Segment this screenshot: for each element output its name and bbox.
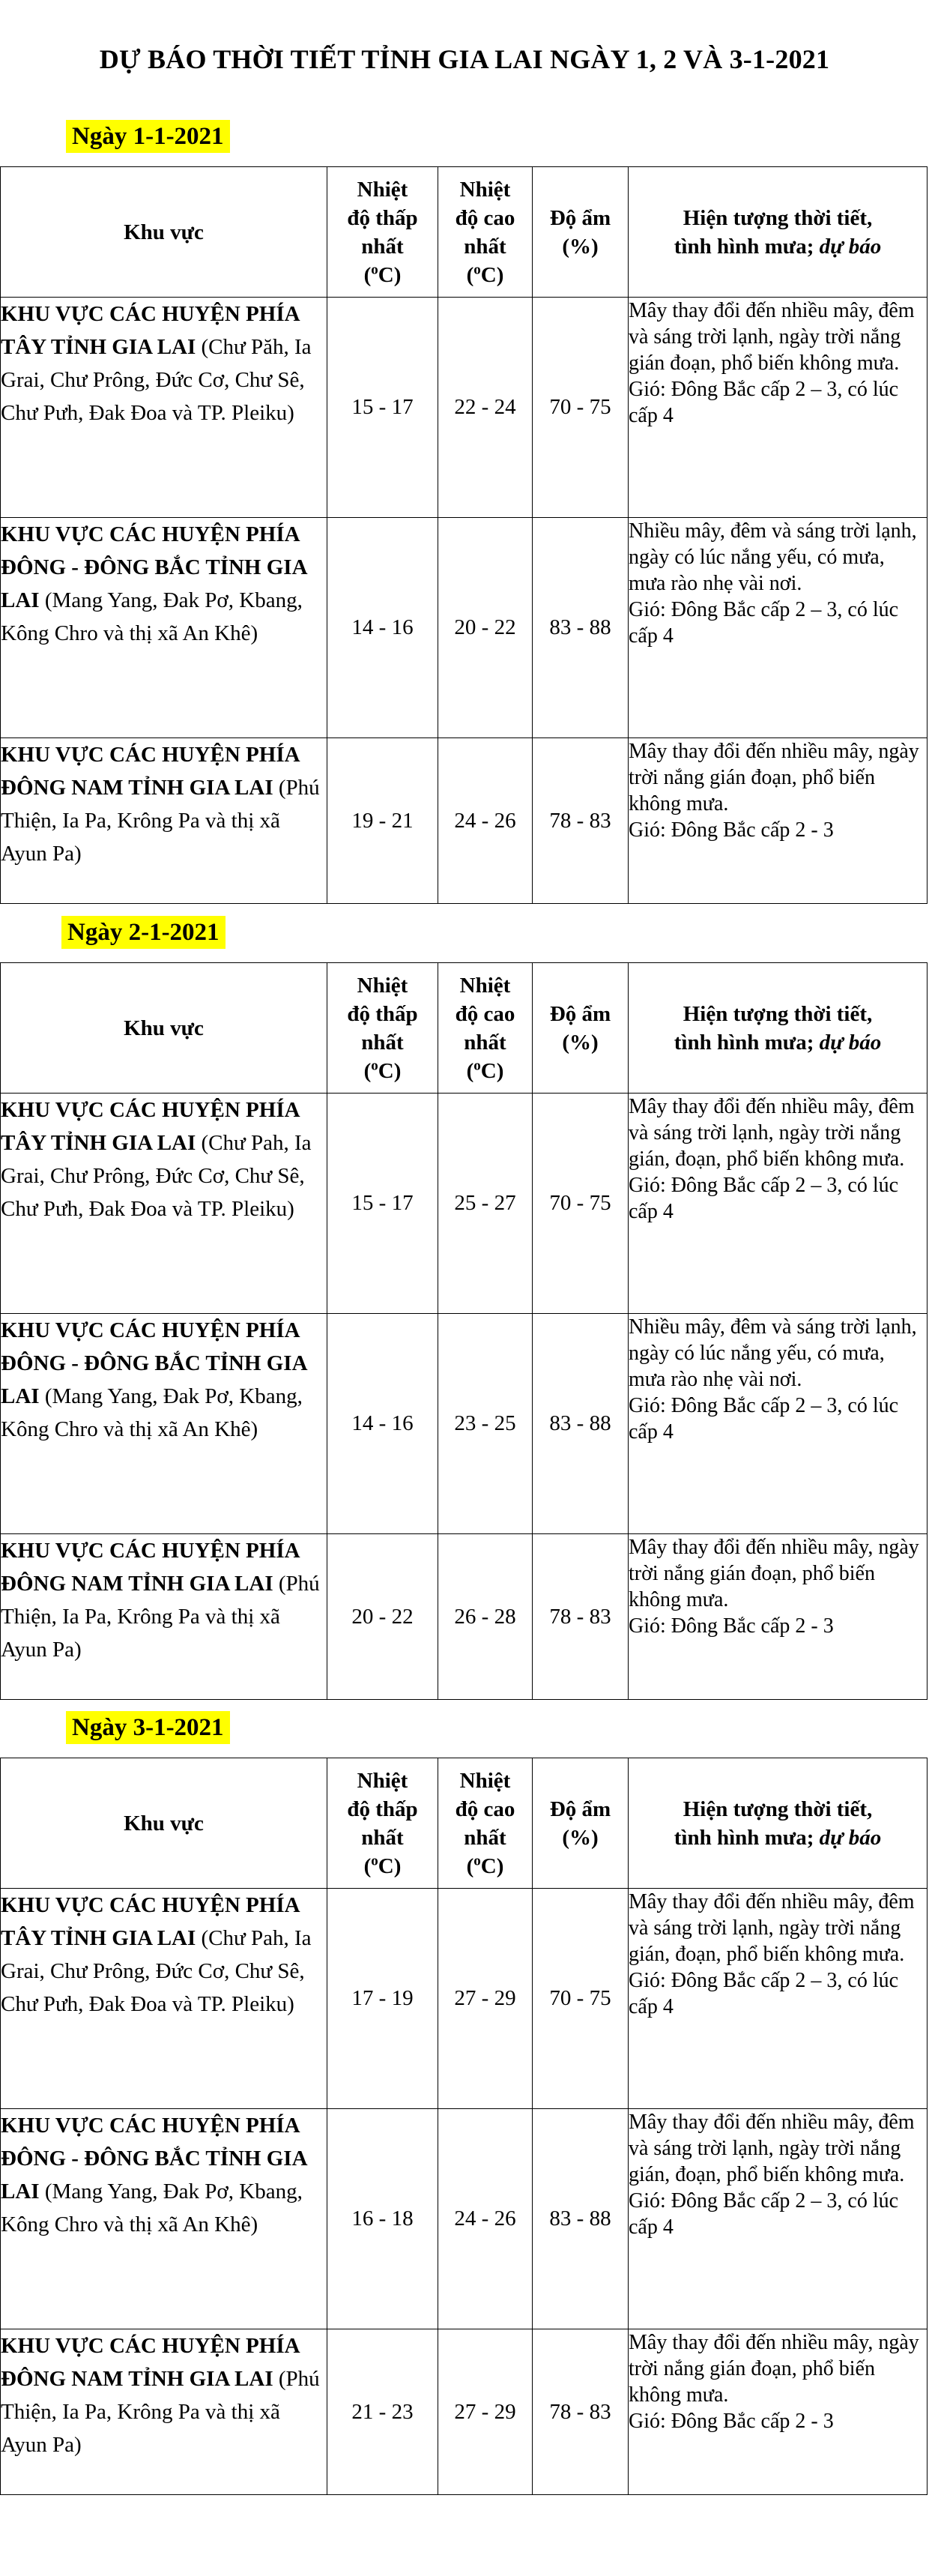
wind-text: Gió: Đông Bắc cấp 2 – 3, có lúc cấp 4	[629, 598, 899, 648]
region-name: KHU VỰC CÁC HUYỆN PHÍA ĐÔNG - ĐÔNG BẮC TỈNH GIA LAI	[1, 2114, 306, 2204]
header-weather: Hiện tượng thời tiết, tình hình mưa; dự báo	[629, 963, 928, 1094]
table-row	[1, 298, 928, 518]
wind-text: Gió: Đông Bắc cấp 2 – 3, có lúc cấp 4	[629, 1394, 899, 1444]
weather-cell	[629, 2329, 928, 2495]
weather-cell	[629, 1889, 928, 2109]
region-detail: (Phú Thiện, Ia Pa, Krông Pa và thị xã Ayun Pa)	[1, 2367, 320, 2457]
table-row	[1, 518, 928, 738]
weather-text: Nhiều mây, đêm và sáng trời lạnh, ngày có lúc nắng yếu, có mưa, mưa rào nhẹ vài nơi.	[629, 519, 917, 595]
weather-text: Mây thay đổi đến nhiều mây, ngày trời nắng gián đoạn, phổ biến không mưa.	[629, 740, 919, 815]
tmax-cell: 26 - 28	[438, 1534, 533, 1700]
header-weather: Hiện tượng thời tiết, tình hình mưa; dự báo	[629, 1758, 928, 1889]
header-region: Khu vực	[1, 963, 327, 1094]
tmax-cell: 24 - 26	[438, 738, 533, 904]
tmin-cell: 16 - 18	[327, 2109, 438, 2329]
weather-cell	[629, 738, 928, 904]
weather-text: Mây thay đổi đến nhiều mây, đêm và sáng trời lạnh, ngày trời nắng gián, đoạn, phổ biến không mưa.	[629, 1890, 915, 1966]
tmin-cell: 20 - 22	[327, 1534, 438, 1700]
region-name: KHU VỰC CÁC HUYỆN PHÍA TÂY TỈNH GIA LAI	[1, 1893, 299, 1950]
humidity-cell: 70 - 75	[533, 1094, 629, 1314]
humidity-cell: 78 - 83	[533, 1534, 629, 1700]
forecast-table	[0, 962, 928, 1700]
tmin-cell: 15 - 17	[327, 1094, 438, 1314]
page-title: DỰ BÁO THỜI TIẾT TỈNH GIA LAI NGÀY 1, 2 VÀ 3-1-2021	[99, 44, 830, 74]
humidity-cell: 70 - 75	[533, 298, 629, 518]
tmax-cell: 20 - 22	[438, 518, 533, 738]
region-name: KHU VỰC CÁC HUYỆN PHÍA ĐÔNG NAM TỈNH GIA LAI	[1, 743, 299, 800]
header-humidity: Độ ẩm (%)	[533, 1758, 629, 1889]
region-cell	[1, 2109, 327, 2329]
region-detail: (Chư Păh, Ia Grai, Chư Prông, Đức Cơ, Chư Sê, Chư Pưh, Đak Đoa và TP. Pleiku)	[1, 335, 312, 425]
weather-cell	[629, 1314, 928, 1534]
forecast-table	[0, 166, 928, 904]
header-tmax: Nhiệt độ cao nhất ($^o$C)	[438, 1758, 533, 1889]
header-weather: Hiện tượng thời tiết, tình hình mưa; dự báo	[629, 167, 928, 298]
weather-text: Mây thay đổi đến nhiều mây, đêm và sáng trời lạnh, ngày trời nắng gián, đoạn, phổ biến không mưa.	[629, 2111, 915, 2186]
region-detail: (Mang Yang, Đak Pơ, Kbang, Kông Chro và thị xã An Khê)	[1, 2180, 303, 2236]
header-humidity: Độ ẩm (%)	[533, 963, 629, 1094]
wind-text: Gió: Đông Bắc cấp 2 – 3, có lúc cấp 4	[629, 2189, 899, 2239]
region-detail: (Phú Thiện, Ia Pa, Krông Pa và thị xã Ayun Pa)	[1, 1572, 320, 1662]
region-name: KHU VỰC CÁC HUYỆN PHÍA ĐÔNG - ĐÔNG BẮC TỈNH GIA LAI	[1, 1318, 306, 1408]
tmax-cell: 22 - 24	[438, 298, 533, 518]
region-detail: (Phú Thiện, Ia Pa, Krông Pa và thị xã Ayun Pa)	[1, 776, 320, 866]
tmin-cell: 21 - 23	[327, 2329, 438, 2495]
table-header-row	[1, 167, 928, 298]
day-label: Ngày 3-1-2021	[66, 1711, 230, 1744]
table-row	[1, 1314, 928, 1534]
day-label: Ngày 1-1-2021	[66, 120, 230, 153]
region-cell	[1, 1094, 327, 1314]
weather-cell	[629, 518, 928, 738]
wind-text: Gió: Đông Bắc cấp 2 – 3, có lúc cấp 4	[629, 1969, 899, 2018]
region-cell	[1, 2329, 327, 2495]
wind-text: Gió: Đông Bắc cấp 2 – 3, có lúc cấp 4	[629, 378, 899, 427]
weather-cell	[629, 1094, 928, 1314]
table-row	[1, 1534, 928, 1700]
wind-text: Gió: Đông Bắc cấp 2 - 3	[629, 818, 834, 842]
tmax-cell: 24 - 26	[438, 2109, 533, 2329]
region-name: KHU VỰC CÁC HUYỆN PHÍA ĐÔNG NAM TỈNH GIA LAI	[1, 2334, 299, 2391]
region-name: KHU VỰC CÁC HUYỆN PHÍA TÂY TỈNH GIA LAI	[1, 1098, 299, 1155]
wind-text: Gió: Đông Bắc cấp 2 – 3, có lúc cấp 4	[629, 1174, 899, 1223]
region-cell	[1, 1889, 327, 2109]
header-tmin: Nhiệt độ thấp nhất ($^o$C)	[327, 1758, 438, 1889]
table-row	[1, 2109, 928, 2329]
region-name: KHU VỰC CÁC HUYỆN PHÍA TÂY TỈNH GIA LAI	[1, 302, 299, 359]
region-cell	[1, 1534, 327, 1700]
tmax-cell: 23 - 25	[438, 1314, 533, 1534]
humidity-cell: 83 - 88	[533, 518, 629, 738]
wind-text: Gió: Đông Bắc cấp 2 - 3	[629, 1614, 834, 1638]
wind-text: Gió: Đông Bắc cấp 2 - 3	[629, 2410, 834, 2433]
tmax-cell: 25 - 27	[438, 1094, 533, 1314]
humidity-cell: 83 - 88	[533, 2109, 629, 2329]
humidity-cell: 78 - 83	[533, 2329, 629, 2495]
tmax-cell: 27 - 29	[438, 2329, 533, 2495]
tmin-cell: 14 - 16	[327, 1314, 438, 1534]
weather-text: Mây thay đổi đến nhiều mây, ngày trời nắng gián đoạn, phổ biến không mưa.	[629, 1536, 919, 1611]
region-detail: (Mang Yang, Đak Pơ, Kbang, Kông Chro và thị xã An Khê)	[1, 588, 303, 645]
table-row	[1, 1889, 928, 2109]
tmin-cell: 19 - 21	[327, 738, 438, 904]
header-region: Khu vực	[1, 167, 327, 298]
table-row	[1, 2329, 928, 2495]
header-tmax: Nhiệt độ cao nhất ($^o$C)	[438, 963, 533, 1094]
weather-text: Mây thay đổi đến nhiều mây, đêm và sáng trời lạnh, ngày trời nắng gián, đoạn, phổ biến không mưa.	[629, 1095, 915, 1171]
header-tmin: Nhiệt độ thấp nhất ($^o$C)	[327, 963, 438, 1094]
region-cell	[1, 1314, 327, 1534]
tmin-cell: 15 - 17	[327, 298, 438, 518]
header-region: Khu vực	[1, 1758, 327, 1889]
header-tmax: Nhiệt độ cao nhất ($^o$C)	[438, 167, 533, 298]
region-cell	[1, 518, 327, 738]
humidity-cell: 78 - 83	[533, 738, 629, 904]
weather-cell	[629, 2109, 928, 2329]
region-detail: (Chư Pah, Ia Grai, Chư Prông, Đức Cơ, Chư Sê, Chư Pưh, Đak Đoa và TP. Pleiku)	[1, 1926, 312, 2016]
region-name: KHU VỰC CÁC HUYỆN PHÍA ĐÔNG - ĐÔNG BẮC TỈNH GIA LAI	[1, 522, 306, 612]
region-detail: (Mang Yang, Đak Pơ, Kbang, Kông Chro và thị xã An Khê)	[1, 1384, 303, 1441]
humidity-cell: 70 - 75	[533, 1889, 629, 2109]
weather-text: Mây thay đổi đến nhiều mây, ngày trời nắng gián đoạn, phổ biến không mưa.	[629, 2331, 919, 2407]
table-row	[1, 738, 928, 904]
weather-cell	[629, 298, 928, 518]
tmax-cell: 27 - 29	[438, 1889, 533, 2109]
tmin-cell: 14 - 16	[327, 518, 438, 738]
region-cell	[1, 298, 327, 518]
weather-text: Nhiều mây, đêm và sáng trời lạnh, ngày có lúc nắng yếu, có mưa, mưa rào nhẹ vài nơi.	[629, 1315, 917, 1391]
humidity-cell: 83 - 88	[533, 1314, 629, 1534]
weather-text: Mây thay đổi đến nhiều mây, đêm và sáng trời lạnh, ngày trời nắng gián đoạn, phổ biến không mưa.	[629, 299, 915, 375]
region-name: KHU VỰC CÁC HUYỆN PHÍA ĐÔNG NAM TỈNH GIA LAI	[1, 1539, 299, 1596]
table-row	[1, 1094, 928, 1314]
tmin-cell: 17 - 19	[327, 1889, 438, 2109]
region-detail: (Chư Pah, Ia Grai, Chư Prông, Đức Cơ, Chư Sê, Chư Pưh, Đak Đoa và TP. Pleiku)	[1, 1131, 312, 1221]
header-humidity: Độ ẩm (%)	[533, 167, 629, 298]
day-label: Ngày 2-1-2021	[61, 916, 226, 949]
table-header-row	[1, 1758, 928, 1889]
region-cell	[1, 738, 327, 904]
weather-cell	[629, 1534, 928, 1700]
forecast-table	[0, 1758, 928, 2495]
table-header-row	[1, 963, 928, 1094]
header-tmin: Nhiệt độ thấp nhất ($^o$C)	[327, 167, 438, 298]
